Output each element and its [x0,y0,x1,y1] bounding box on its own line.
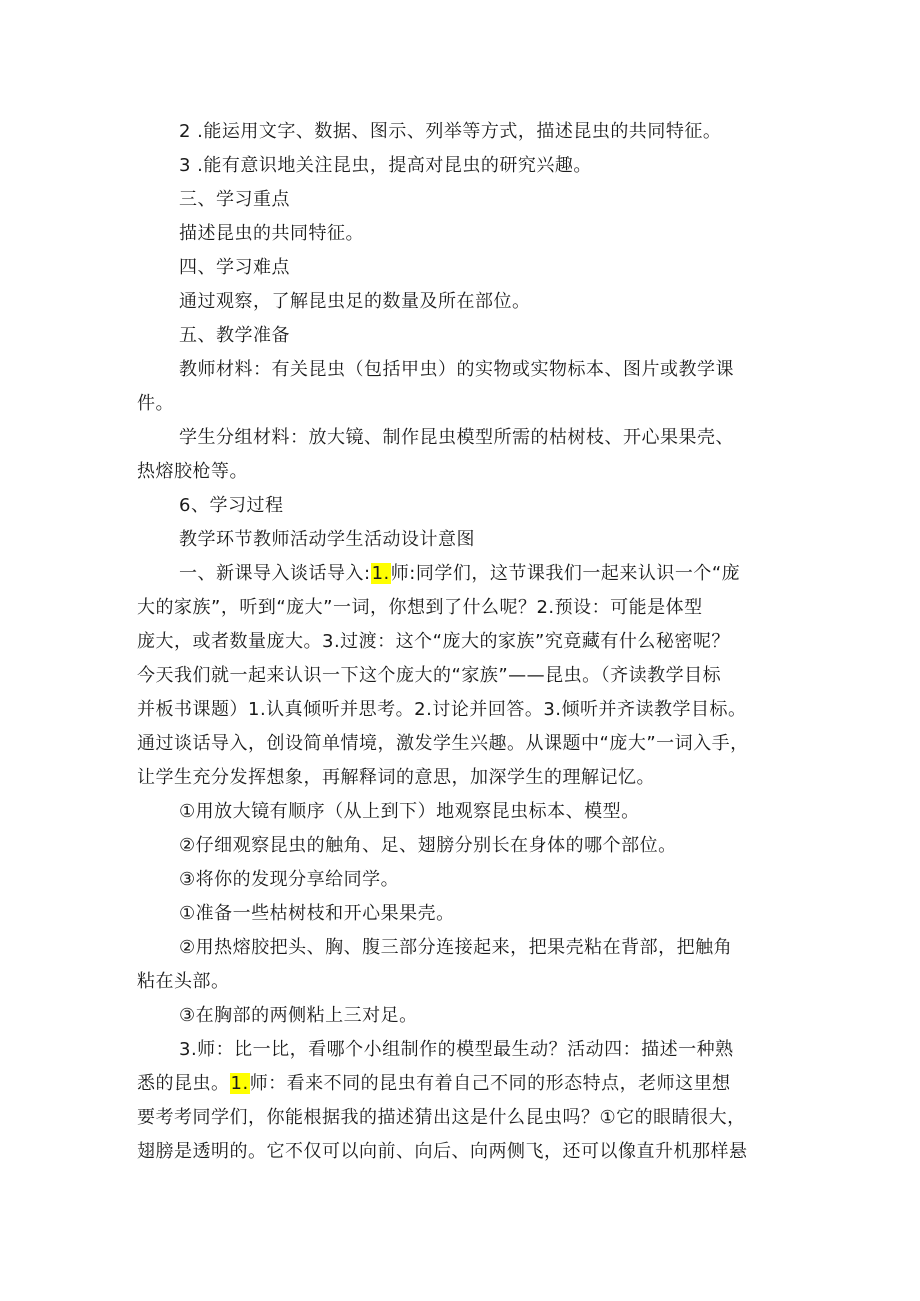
highlighted-number: 1. [371,563,390,584]
heading-process: 6、学习过程 [179,495,284,516]
teacher-materials: 教师材料：有关昆虫（包括甲虫）的实物或实物标本、图片或教学课 [179,359,734,380]
student-materials: 学生分组材料：放大镜、制作昆虫模型所需的枯树枝、开心果果壳、 [179,427,734,448]
paragraph-line: 并板书课题）1.认真倾听并思考。2.讨论并回答。3.倾听并齐读教学目标。 [137,699,747,720]
paragraph-line: 大的家族”，听到“庞大”一词，你想到了什么呢？2.预设：可能是体型 [137,597,703,618]
paragraph-line: 让学生充分发挥想象，再解释词的意思，加深学生的理解记忆。 [137,767,655,788]
student-materials-cont: 热熔胶枪等。 [137,461,248,482]
key-points-text: 描述昆虫的共同特征。 [179,223,364,244]
step-make-2: ②用热熔胶把头、胸、腹三部分连接起来，把果壳粘在背部，把触角 [179,937,733,958]
text-span: 一、新课导入谈话导入: [179,563,371,584]
activity-four-line-2 [137,1067,787,1101]
heading-key-points: 三、学习重点 [179,189,290,210]
step-observe-1: ①用放大镜有顺序（从上到下）地观察昆虫标本、模型。 [179,801,640,822]
objective-2: 2 .能运用文字、数据、图示、列举等方式，描述昆虫的共同特征。 [179,121,722,142]
text-span: 师:同学们，这节课我们一起来认识一个“庞 [390,563,741,584]
table-header-text: 教学环节教师活动学生活动设计意图 [179,529,475,550]
step-observe-3: ③将你的发现分享给同学。 [179,869,400,890]
difficulties-text: 通过观察，了解昆虫足的数量及所在部位。 [179,291,531,312]
paragraph-line: 通过谈话导入，创设简单情境，激发学生兴趣。从课题中“庞大”一词入手， [137,733,749,754]
teacher-materials-cont: 件。 [137,393,174,414]
paragraph-line: 要考考同学们，你能根据我的描述猜出这是什么昆虫吗？①它的眼睛很大， [137,1107,746,1128]
highlighted-number: 1. [230,1073,249,1094]
step-observe-2: ②仔细观察昆虫的触角、足、翅膀分别长在身体的哪个部位。 [179,835,677,856]
document-body [137,115,787,1169]
step-make-3: ③在胸部的两侧粘上三对足。 [179,1005,418,1026]
objective-3: 3 .能有意识地关注昆虫，提高对昆虫的研究兴趣。 [179,155,592,176]
activity-four-line: 3.师：比一比，看哪个小组制作的模型最生动？活动四：描述一种熟 [179,1039,734,1060]
intro-paragraph-line [137,557,787,591]
step-make-2-cont: 粘在头部。 [137,971,230,992]
step-make-1: ①准备一些枯树枝和开心果果壳。 [179,903,455,924]
paragraph-line: 庞大，或者数量庞大。3.过渡：这个“庞大的家族”究竟藏有什么秘密呢？ [137,631,730,652]
paragraph-line: 翅膀是透明的。它不仅可以向前、向后、向两侧飞，还可以像直升机那样悬 [137,1141,748,1162]
paragraph-line: 今天我们就一起来认识一下这个庞大的“家族”——昆虫。（齐读教学目标 [137,665,722,686]
text-span: 悉的昆虫。 [137,1073,230,1094]
text-span: 师：看来不同的昆虫有着自己不同的形态特点，老师这里想 [249,1073,731,1094]
heading-difficulties: 四、学习难点 [179,257,290,278]
heading-preparation: 五、教学准备 [179,325,290,346]
